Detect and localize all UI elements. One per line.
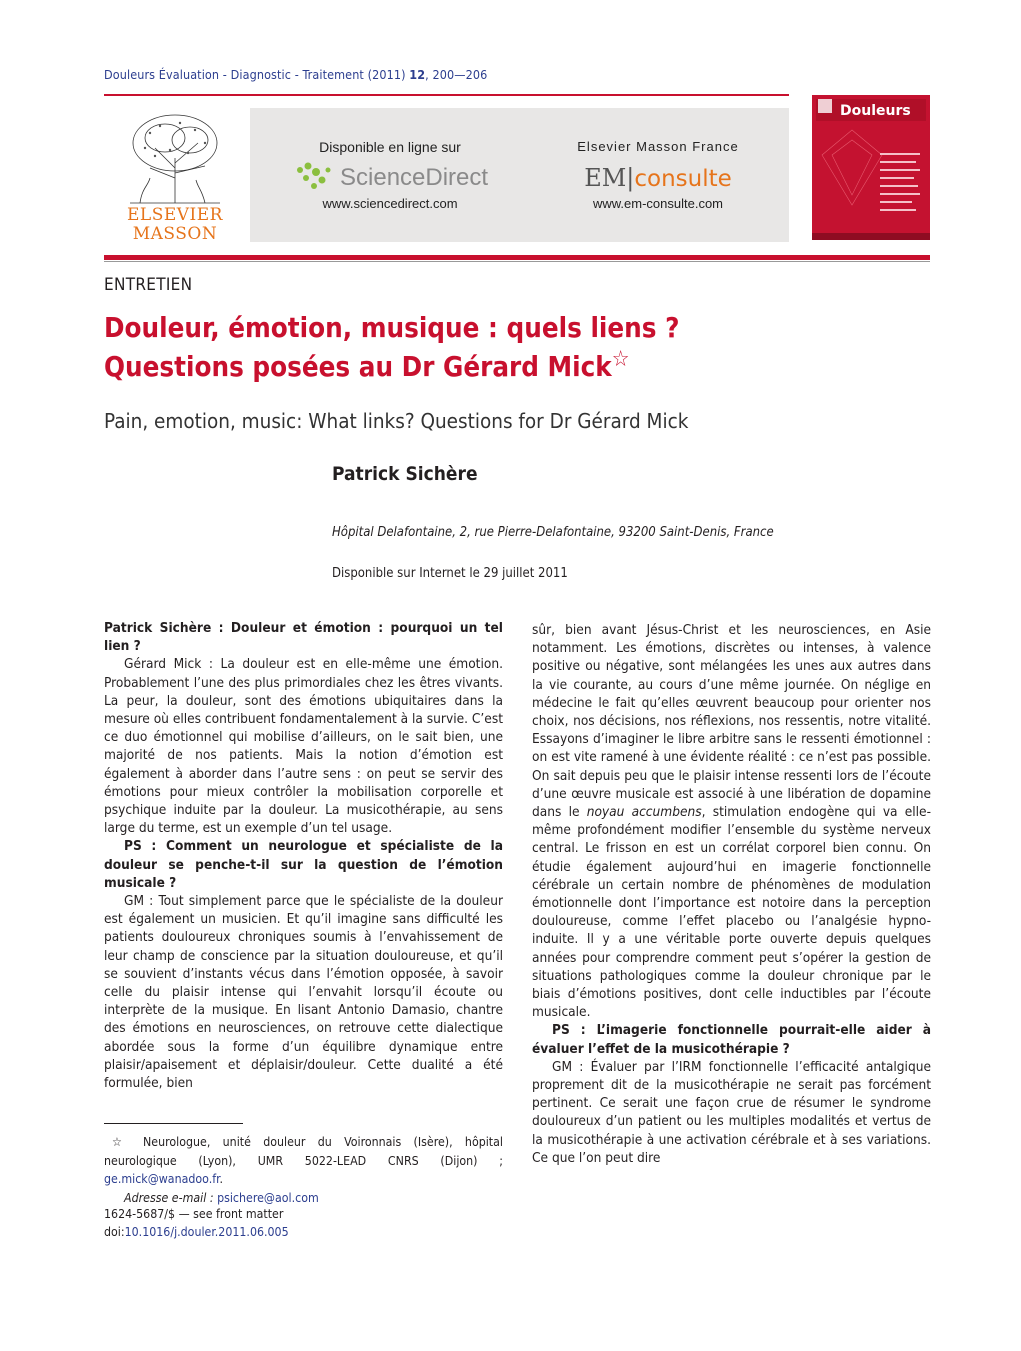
banner-rule-grey	[104, 261, 930, 262]
doi-link[interactable]: 10.1016/j.douler.2011.06.005	[124, 1224, 289, 1239]
elsevier-masson-wordmark: ELSEVIER MASSON	[127, 205, 223, 244]
interview-answer: GM : Tout simplement parce que le spécialiste de la douleur est également un musicien. Et qu’il imagine sans difficulté les patients douloureux chroniques soumis à l’envahissement de leur champ de conscience par la situation douloureuse, et qu’il se souvient d’instants vécus dans l’émotion opposée, à savoir celle du plaisir intense qui l’envahit lorsqu’il écoute ou interprète de la musique. En lisant Antonio Damasio, chantre des émotions en neurosciences, on retrouve cette dialectique abordée sous la forme d’un équilibre dynamique entre plaisir/apaisement et déplaisir/douleur. Cette dualité a été formulée, bien	[104, 893, 503, 1092]
interview-answer: Gérard Mick : La douleur est en elle-même une émotion. Probablement l’une des plus primordiales chez les êtres vivants. La peur, la douleur, sont des émotions ubiquitaires dans la mesure où elles contribuent fondamentalement à la survie. C’est ce duo émotionnel qui mobilise d’ailleurs, on le sait bien, une majorité de nos patients. Mais la notion d’émotion est également à aborder dans l’autre sens : on peut se servir des émotions pour mieux contrôler la mobilisation corporelle et psychique induite par la douleur. La musicothérapie, au sens large du terme, est un exemple d’un tel usage.	[104, 656, 503, 837]
article-subtitle: Pain, emotion, music: What links? Questions for Dr Gérard Mick	[104, 409, 689, 433]
em-consulte-logo[interactable]: EM|consulte	[584, 164, 732, 192]
author-email-link[interactable]: ge.mick@wanadoo.fr	[104, 1172, 220, 1186]
article-title: Douleur, émotion, musique : quels liens ? Questions posées au Dr Gérard Mick☆	[104, 312, 680, 383]
contact-email-link[interactable]: psichere@aol.com	[217, 1190, 319, 1205]
body-column-right	[532, 621, 931, 1167]
journal-citation: Douleurs Évaluation - Diagnostic - Traitement (2011) 12, 200—206	[104, 67, 488, 82]
header-rule	[104, 94, 789, 96]
issn-doi: 1624-5687/$ — see front matter doi:10.1016/j.douler.2011.06.005	[104, 1207, 289, 1239]
elsevier-tree-logo	[120, 108, 230, 208]
interview-question: PS : Comment un neurologue et spécialiste de la douleur se penche-t-il sur la question de l’émotion musicale ?	[104, 838, 503, 891]
interview-answer: GM : Évaluer par l’IRM fonctionnelle l’efficacité antalgique proprement dit de la musicothérapie ne serait pas forcément pertinent. Ce serait une façon crue de résumer le syndrome douloureux d’un patient ou les multiples modalités et vertus de la musicothérapie à une activation cérébrale et à ses variations. Ce que l’on peut dire	[532, 1058, 931, 1166]
section-label: ENTRETIEN	[104, 275, 193, 295]
interview-question: Patrick Sichère : Douleur et émotion : pourquoi un tel lien ?	[104, 620, 503, 655]
online-date: Disponible sur Internet le 29 juillet 2011	[332, 566, 568, 581]
journal-cover-image	[812, 95, 930, 240]
title-footnote-star[interactable]: ☆	[611, 346, 630, 372]
sciencedirect-label: Disponible en ligne sur	[319, 139, 461, 155]
banner-rule-red	[104, 255, 930, 260]
body-column-left	[104, 619, 503, 1092]
author-affiliation: Hôpital Delafontaine, 2, rue Pierre-Delafontaine, 93200 Saint-Denis, France	[332, 525, 774, 540]
sciencedirect-url[interactable]: www.sciencedirect.com	[322, 196, 458, 211]
interview-question: PS : L’imagerie fonctionnelle pourrait-elle aider à évaluer l’effet de la musicothérapie ?	[532, 1022, 931, 1057]
footnote: ☆ Neurologue, unité douleur du Voironnais (Isère), hôpital neurologique (Lyon), UMR 5022-LEAD CNRS (Dijon) ; ge.mick@wanadoo.fr. Adresse e-mail : psichere@aol.com	[104, 1135, 503, 1205]
svg-text:ScienceDirect: ScienceDirect	[340, 164, 489, 191]
interview-answer-continued: sûr, bien avant Jésus-Christ et les neurosciences, en Asie notamment. Les émotions, discrètes ou intenses, à valence positive ou négative, sont mélangées les unes aux autres dans la vie courante, au cours d’une même journée. On néglige en médecine le fait qu’elles œuvrent beaucoup pour orienter nos choix, nos décisions, nos réflexions, nos ressentis, notre vitalité. Essayons d’imaginer le libre arbitre sans le ressenti émotionnel : on est vite ramené à une évidente réalité : ce n’est pas possible. On sait depuis peu que le plaisir intense ressenti lors de l’écoute d’une œuvre musicale est associé à une libération de dopamine dans le noyau accumbens, stimulation endogène qui va elle-même profondément modifier l’ensemble du système nerveux central. Le frisson en est un corrélat corporel bien connu. On étudie également aujourd’hui en imagerie fonctionnelle cérébrale un certain nombre de phénomènes de modulation émotionnelle dont l’importance est notoire dans la perception douloureuse, comme l’effet placebo ou l’analgésie hypno-induite. Il y a une véritable porte ouverte depuis quelques années pour comprendre comment peut s’opérer la gestion de situations pathologiques comme la douleur chronique par le biais d’émotions positives, dont celle inductibles par l’écoute musicale.	[532, 622, 931, 1021]
svg-text:Douleurs: Douleurs	[840, 103, 911, 119]
em-consulte-label: Elsevier Masson France	[577, 139, 739, 154]
sciencedirect-logo[interactable]	[292, 158, 492, 194]
em-consulte-url[interactable]: www.em-consulte.com	[592, 196, 724, 211]
footnote-rule	[104, 1123, 243, 1124]
author-name: Patrick Sichère	[332, 463, 478, 485]
